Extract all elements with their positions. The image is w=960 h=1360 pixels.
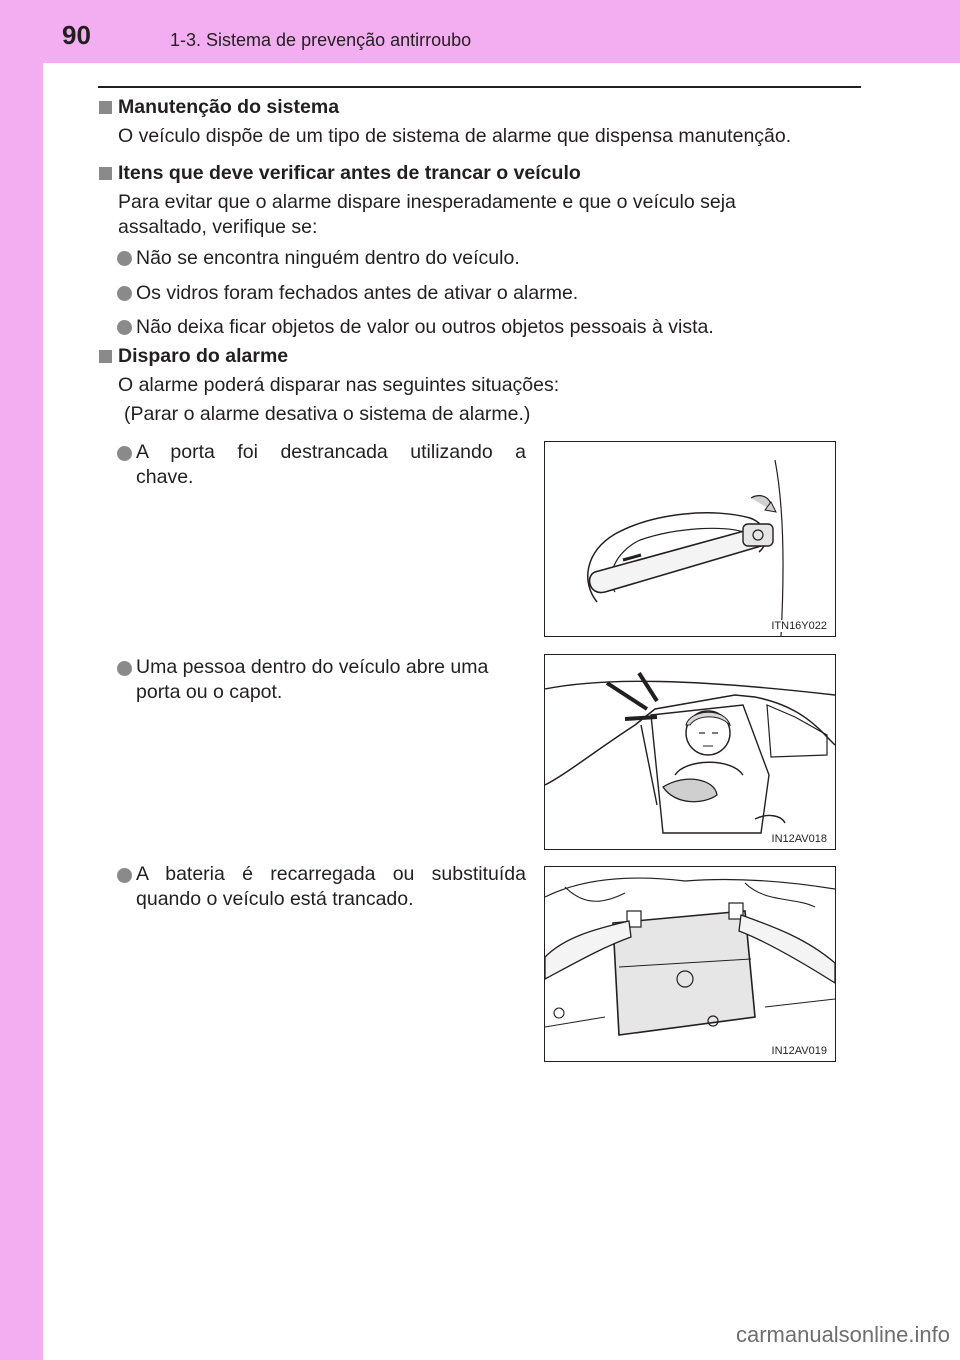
bullet-icon (117, 251, 132, 266)
figure-code: IN12AV019 (771, 1045, 827, 1057)
body-text: O veículo dispõe de um tipo de sistema de alarme que dispensa manutenção. (118, 125, 792, 147)
bullet-icon (117, 320, 132, 335)
bullet-text: Não se encontra ninguém dentro do veículo. (136, 247, 520, 269)
section-heading: Disparo do alarme (118, 345, 289, 367)
bullet-icon (117, 661, 132, 676)
bullet-text: A porta foi destrancada utilizando a (136, 441, 526, 463)
bullet-text: quando o veículo está trancado. (136, 888, 414, 910)
section-square-icon (99, 167, 112, 180)
bullet-icon (117, 446, 132, 461)
door-handle-drawing (545, 442, 835, 636)
section-square-icon (99, 350, 112, 363)
body-text: O alarme poderá disparar nas seguintes situações: (118, 374, 560, 396)
body-note: (Parar o alarme desativa o sistema de alarme.) (124, 403, 531, 425)
bullet-icon (117, 286, 132, 301)
figure-code: IN12AV018 (771, 833, 827, 845)
bullet-text: Não deixa ficar objetos de valor ou outros objetos pessoais à vista. (136, 316, 714, 338)
section-heading: Manutenção do sistema (118, 96, 340, 118)
divider (98, 86, 861, 88)
battery-replacement-illustration (544, 866, 836, 1062)
section-square-icon (99, 101, 112, 114)
person-opening-door-illustration (544, 654, 836, 850)
body-text: assaltado, verifique se: (118, 216, 318, 238)
chapter-side-tab (0, 0, 43, 1360)
car-interior-drawing (545, 655, 835, 849)
bullet-text: porta ou o capot. (136, 681, 283, 703)
page-number: 90 (62, 20, 91, 50)
battery-drawing (545, 867, 835, 1061)
bullet-text: chave. (136, 466, 194, 488)
bullet-text: A bateria é recarregada ou substituída (136, 863, 526, 885)
watermark: carmanualsonline.info (735, 1322, 950, 1347)
chapter-title: 1-3. Sistema de prevenção antirroubo (170, 30, 472, 50)
bullet-icon (117, 868, 132, 883)
door-handle-illustration (544, 441, 836, 637)
bullet-text: Os vidros foram fechados antes de ativar o alarme. (136, 282, 579, 304)
bullet-text: Uma pessoa dentro do veículo abre uma (136, 656, 489, 678)
section-heading: Itens que deve verificar antes de trancar o veículo (118, 162, 581, 184)
figure-code: ITN16Y022 (771, 620, 827, 632)
body-text: Para evitar que o alarme dispare inesperadamente e que o veículo seja (118, 191, 736, 213)
